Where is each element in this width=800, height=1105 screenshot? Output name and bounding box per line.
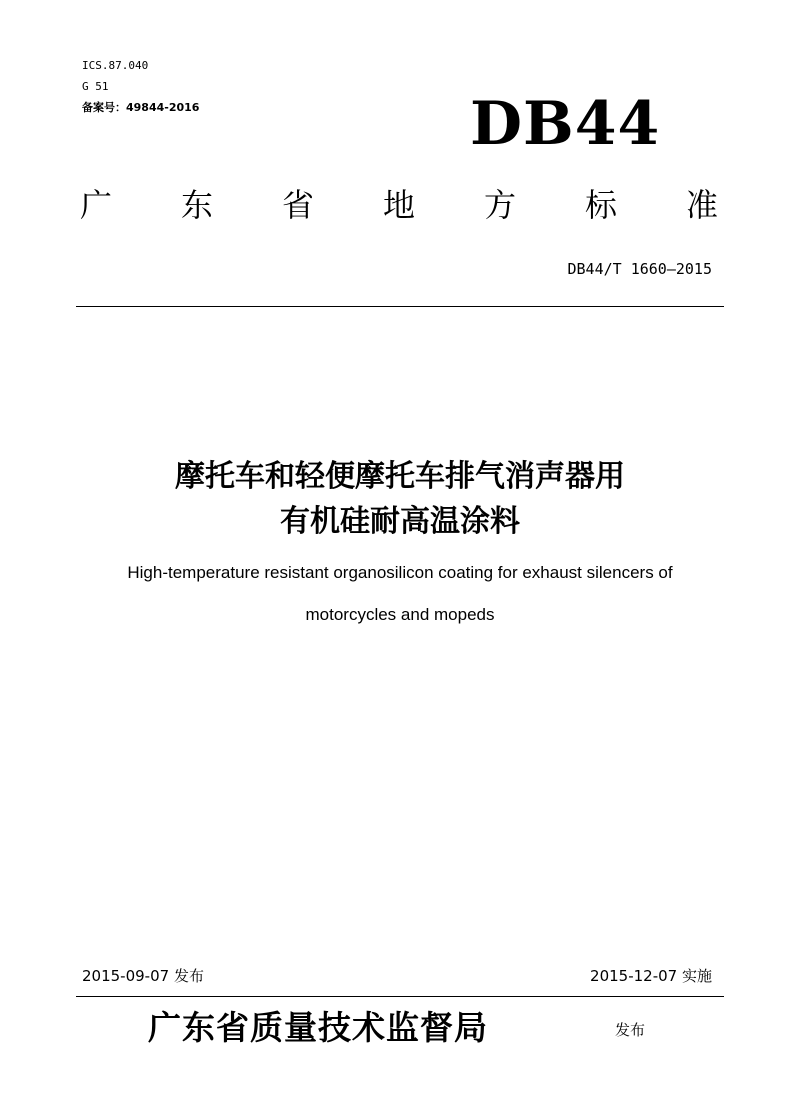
standard-type-char: 省 (281, 186, 314, 224)
ics-code: ICS.87.040 (82, 59, 149, 72)
title-cn-line2: 有机硅耐高温涂料 (280, 504, 520, 539)
classification-code: G 51 (82, 80, 109, 93)
implementation-date: 2015-12-07 实施 (590, 967, 712, 985)
standard-type-char: 广 (79, 186, 112, 224)
db44-logo: DB44 (470, 89, 661, 159)
standard-type-char: 地 (382, 186, 415, 224)
standard-number: DB44/T 1660—2015 (567, 260, 712, 278)
top-divider (76, 306, 724, 307)
issuing-authority: 广东省质量技术监督局 (148, 1008, 488, 1047)
standard-type-heading (76, 185, 722, 225)
bottom-divider (76, 996, 724, 997)
standard-type-char: 标 (584, 186, 617, 224)
title-en-line1: High-temperature resistant organosilicon coating for exhaust silencers of (127, 563, 673, 582)
record-number: 备案号：49844-2016 (82, 101, 200, 114)
standard-type-char: 方 (483, 186, 516, 224)
issuing-authority-suffix: 发布 (615, 1021, 646, 1039)
title-cn-line1: 摩托车和轻便摩托车排气消声器用 (175, 459, 625, 494)
issue-date: 2015-09-07 发布 (82, 967, 204, 985)
standard-type-char: 准 (685, 186, 718, 224)
standard-type-char: 东 (180, 186, 213, 224)
title-en-line2: motorcycles and mopeds (305, 605, 495, 624)
